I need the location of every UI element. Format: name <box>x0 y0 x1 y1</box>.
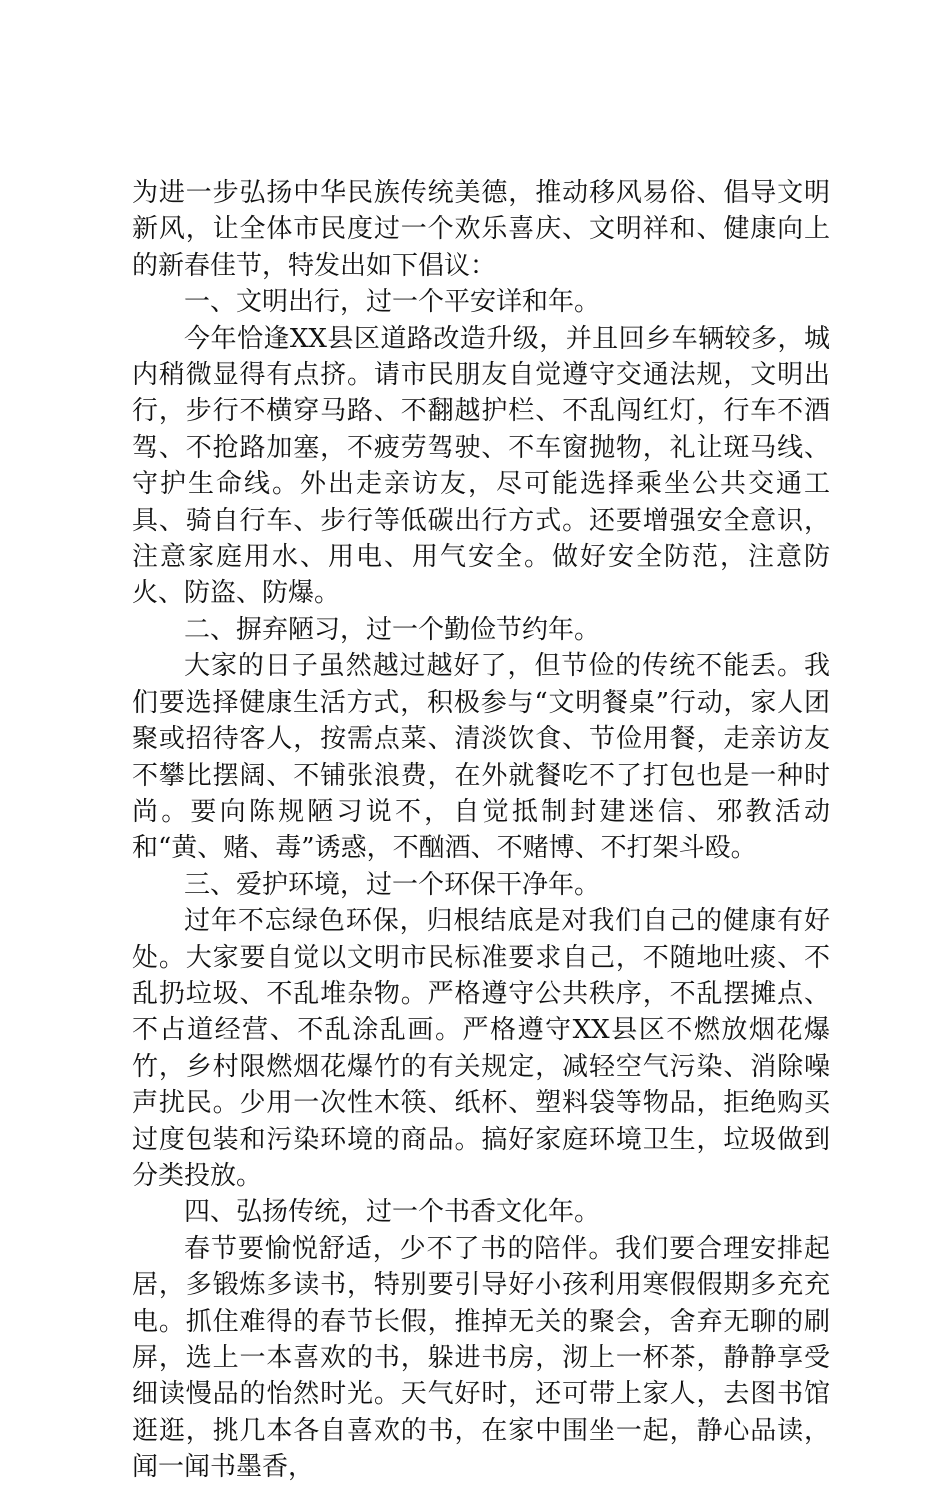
section-heading-3: 三、爱护环境，过一个环保干净年。 <box>184 869 601 900</box>
section-heading-4: 四、弘扬传统，过一个书香文化年。 <box>184 1197 601 1228</box>
section-body-3: 过年不忘绿色环保，归根结底是对我们自己的健康有好处。大家要自觉以文明市民标准要求自己，不随地吐痰、不乱扔垃圾、不乱堆杂物。严格遵守公共秩序，不乱摆摊点、不占道经营、不乱涂乱画。严格遵守XX县区不燃放烟花爆竹，乡村限燃烟花爆竹的有关规定，减轻空气污染、消除噪声扰民。少用一次性木筷、纸杯、塑料袋等物品，拒绝购买过度包装和污染环境的商品。搞好家庭环境卫生，垃圾做到分类投放。 <box>132 906 830 1191</box>
section-body-1: 今年恰逢XX县区道路改造升级，并且回乡车辆较多，城内稍微显得有点挤。请市民朋友自觉遵守交通法规，文明出行，步行不横穿马路、不翻越护栏、不乱闯红灯，行车不酒驾、不抢路加塞，不疲劳驾驶、不车窗抛物，礼让斑马线、守护生命线。外出走亲访友，尽可能选择乘坐公共交通工具、骑自行车、步行等低碳出行方式。还要增强安全意识，注意家庭用水、用电、用气安全。做好安全防范，注意防火、防盗、防爆。 <box>132 323 830 609</box>
section-heading-2: 二、摒弃陋习，过一个勤俭节约年。 <box>184 614 601 645</box>
document-body <box>132 175 830 1486</box>
section-heading-1: 一、文明出行，过一个平安详和年。 <box>184 287 601 318</box>
section-body-4: 春节要愉悦舒适，少不了书的陪伴。我们要合理安排起居，多锻炼多读书，特别要引导好小孩利用寒假假期多充充电。抓住难得的春节长假，推掉无关的聚会，舍弃无聊的刷屏，选上一本喜欢的书，躲进书房，沏上一杯茶，静静享受细读慢品的怡然时光。天气好时，还可带上家人，去图书馆逛逛，挑几本各自喜欢的书，在家中围坐一起，静心品读，闻一闻书墨香， <box>132 1233 830 1483</box>
intro-paragraph: 为进一步弘扬中华民族传统美德，推动移风易俗、倡导文明新风，让全体市民度过一个欢乐喜庆、文明祥和、健康向上的新春佳节，特发出如下倡议： <box>132 178 830 281</box>
section-body-2: 大家的日子虽然越过越好了，但节俭的传统不能丢。我们要选择健康生活方式，积极参与“文明餐桌”行动，家人团聚或招待客人，按需点菜、清淡饮食、节俭用餐，走亲访友不攀比摆阔、不铺张浪费，在外就餐吃不了打包也是一种时尚。要向陈规陋习说不，自觉抵制封建迷信、邪教活动和“黄、赌、毒”诱惑，不酗酒、不赌博、不打架斗殴。 <box>132 651 830 864</box>
